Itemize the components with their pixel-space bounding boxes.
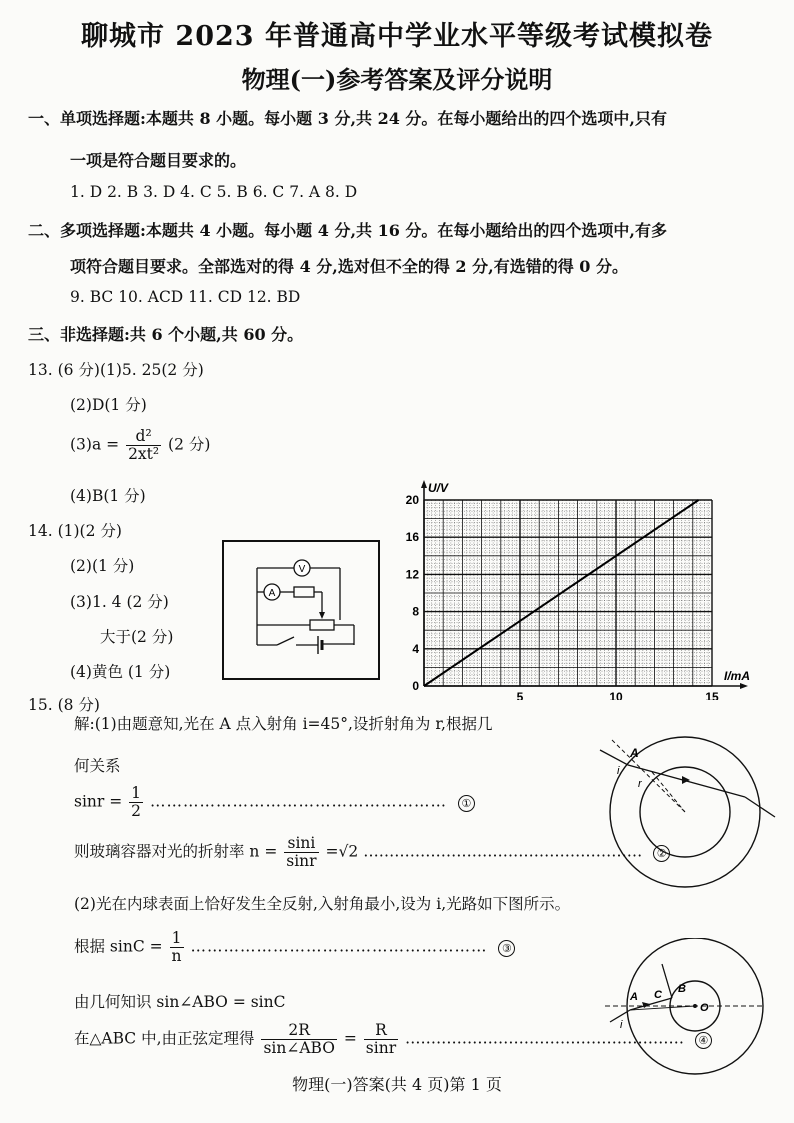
diagram2-label-c: C — [654, 989, 662, 1001]
q15-eq3 — [74, 930, 515, 965]
section1-answers: 1. D 2. B 3. D 4. C 5. B 6. C 7. A 8. D — [70, 183, 358, 201]
q15-eq4-mark: ④ — [695, 1032, 712, 1049]
q13-fraction-den: 2xt² — [128, 445, 160, 464]
x-tick-label: 15 — [705, 690, 719, 700]
radius-line — [652, 772, 685, 812]
q15-line8: 由几何知识 sin∠ABO = sinC — [74, 993, 286, 1011]
q15-eq2-value: =√2 — [325, 842, 359, 861]
q15-eq3-mark: ③ — [498, 940, 515, 957]
page-footer: 物理(一)答案(共 4 页)第 1 页 — [292, 1075, 502, 1094]
q15-eq4-equals: = — [343, 1029, 357, 1048]
q15-eq2-fraction — [284, 835, 318, 870]
q14-line5: (4)黄色 (1 分) — [70, 663, 171, 681]
q13-line4: (4)B(1 分) — [70, 487, 146, 505]
q15-eq4-num2: R — [364, 1022, 398, 1040]
y-axis-label: U/V — [428, 481, 449, 495]
q13-formula-lhs: (3)a = — [70, 435, 120, 454]
q15-eq1-lhs: sinr = — [74, 792, 123, 811]
normal-line — [612, 740, 685, 812]
q14-line2: (2)(1 分) — [70, 557, 135, 575]
circuit-diagram — [222, 540, 380, 680]
q14-line4: 大于(2 分) — [100, 628, 174, 646]
y-tick-label: 8 — [412, 604, 419, 619]
q15-eq2-lhs: 则玻璃容器对光的折射率 n = — [74, 842, 278, 861]
section1-heading: 一、单项选择题:本题共 8 小题。每小题 3 分,共 24 分。在每小题给出的四个选项中,只有 — [28, 109, 668, 128]
voltmeter-label: V — [298, 564, 306, 575]
ammeter-label: A — [268, 588, 276, 599]
q15-line1: 15. (8 分) — [28, 696, 100, 714]
q13-line2: (2)D(1 分) — [70, 396, 147, 414]
refraction-diagram-1 — [580, 722, 780, 897]
diagram1-label-a: A — [630, 746, 639, 760]
diagram1-label-i: i — [617, 765, 620, 777]
x-axis-label: I/mA — [724, 669, 751, 683]
y-tick-label: 20 — [405, 493, 419, 507]
x-tick-label: 5 — [516, 690, 524, 700]
q15-eq4-den1: sin∠ABO — [263, 1039, 335, 1058]
center-point — [693, 1004, 697, 1008]
refraction-diagram-2 — [600, 938, 785, 1088]
q15-eq4-fraction1 — [261, 1022, 336, 1057]
q15-line6: (2)光在内球表面上恰好发生全反射,入射角最小,设为 i,光路如下图所示。 — [74, 895, 571, 913]
q15-eq2-num: sini — [284, 835, 318, 853]
q13-line3 — [70, 428, 210, 463]
y-tick-label: 12 — [405, 567, 419, 582]
q15-eq4-dots: ……………………………………………… — [405, 1029, 685, 1048]
section1-heading-cont: 一项是符合题目要求的。 — [70, 151, 247, 170]
section2-answers: 9. BC 10. ACD 11. CD 12. BD — [70, 288, 301, 306]
q15-eq2-den: sinr — [286, 852, 317, 871]
q14-line3: (3)1. 4 (2 分) — [70, 593, 169, 611]
q15-eq2-mark: ② — [653, 845, 670, 862]
q13-fraction — [126, 428, 161, 463]
q15-eq3-num: 1 — [170, 930, 184, 948]
q15-eq4-den2: sinr — [365, 1039, 397, 1058]
section2-heading-cont: 项符合题目要求。全部选对的得 4 分,选对但不全的得 2 分,有选错的得 0 分。 — [70, 257, 628, 276]
y-tick-label: 4 — [412, 641, 419, 656]
q15-eq4-num1: 2R — [261, 1022, 336, 1040]
q13-line1: 13. (6 分)(1)5. 25(2 分) — [28, 361, 204, 379]
section3-heading: 三、非选择题:共 6 个小题,共 60 分。 — [28, 325, 304, 344]
q15-line2: 解:(1)由题意知,光在 A 点入射角 i=45°,设折射角为 r,根据几 — [74, 715, 493, 733]
q14-line1: 14. (1)(2 分) — [28, 522, 122, 540]
chart-tick-labels — [406, 493, 719, 700]
x-tick-label: 10 — [609, 690, 623, 700]
q15-eq1-fraction — [129, 785, 143, 820]
q15-eq3-fraction — [170, 930, 184, 965]
page-subtitle: 物理(一)参考答案及评分说明 — [241, 65, 553, 94]
q15-eq3-dots: ……………………………………………… — [190, 937, 488, 956]
reflected-ray-2 — [662, 964, 672, 998]
page-title: 聊城市 2023 年普通高中学业水平等级考试模拟卷 — [81, 21, 713, 52]
diagram2-label-i: i — [620, 1019, 623, 1031]
q15-eq4-fraction2 — [364, 1022, 398, 1057]
q15-eq1-num: 1 — [131, 784, 142, 802]
ray-arrow — [682, 776, 690, 784]
q15-eq1-dots: ……………………………………………… — [149, 792, 447, 811]
diagram1-label-r: r — [638, 778, 642, 790]
diagram2-label-b: B — [678, 983, 686, 995]
diagram2-label-o: O — [700, 1002, 709, 1014]
y-tick-label: 0 — [412, 679, 419, 693]
q15-eq4-lhs: 在△ABC 中,由正弦定理得 — [74, 1029, 255, 1048]
q15-eq1-mark: ① — [458, 795, 475, 812]
q15-eq1 — [74, 785, 475, 820]
q13-formula-score: (2 分) — [168, 435, 211, 454]
y-tick-label: 16 — [405, 530, 419, 545]
chart-grid — [424, 500, 712, 686]
section2-heading: 二、多项选择题:本题共 4 小题。每小题 4 分,共 16 分。在每小题给出的四个选项中,有多 — [28, 221, 668, 240]
q15-eq3-den: n — [171, 947, 182, 966]
q13-fraction-num: d² — [126, 428, 161, 446]
q15-eq3-lhs: 根据 sinC = — [74, 937, 163, 956]
q15-line3: 何关系 — [74, 757, 121, 775]
slider-arrow — [319, 612, 325, 619]
q15-eq1-den: 2 — [131, 802, 142, 821]
x-axis-arrow — [740, 683, 748, 689]
ui-graph — [390, 478, 760, 700]
q15-eq2-dots: ……………………………………………… — [363, 842, 643, 861]
y-axis-arrow — [421, 480, 427, 488]
diagram2-label-a: A — [630, 991, 638, 1003]
